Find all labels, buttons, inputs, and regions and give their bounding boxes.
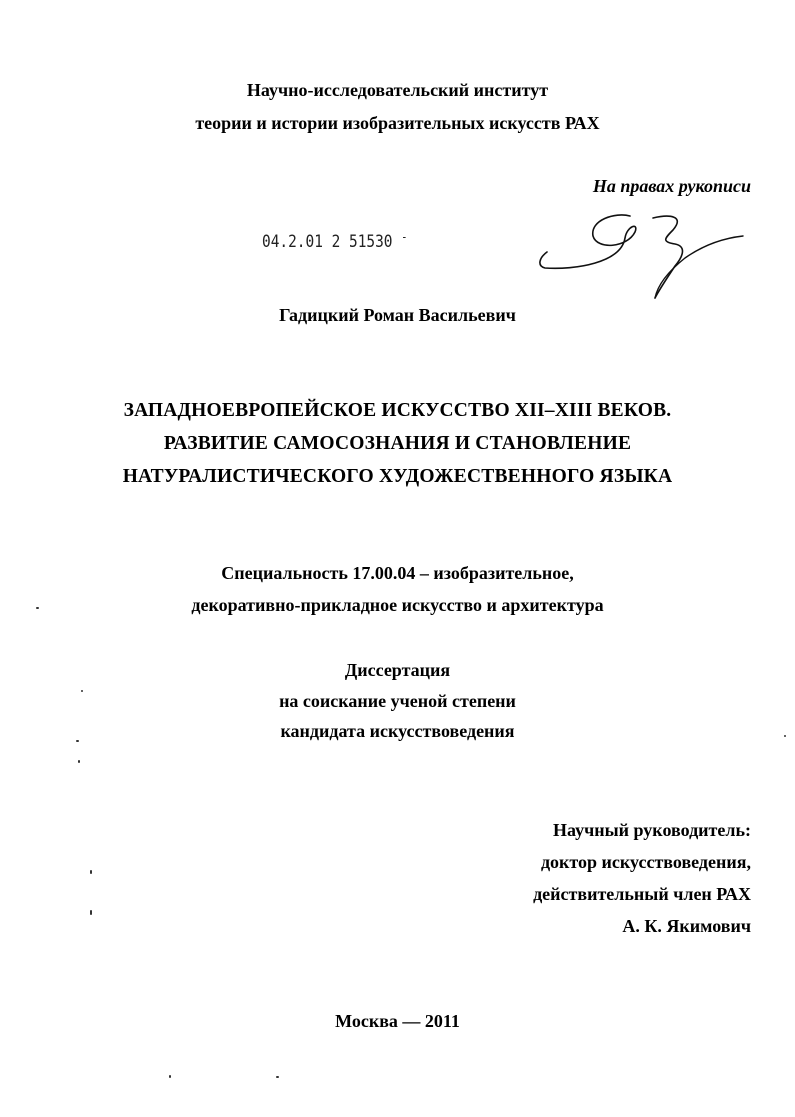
supervisor-degree: доктор искусствоведения, [540, 852, 751, 872]
dissertation-title-line1: ЗАПАДНОЕВРОПЕЙСКОЕ ИСКУССТВО XII–XIII ВЕКОВ. [123, 400, 672, 421]
scan-speck [90, 870, 92, 874]
supervisor-name: А. К. Якимович [622, 916, 751, 936]
scan-speck [169, 1075, 171, 1078]
scan-speck [276, 1076, 279, 1078]
scan-speck [81, 690, 83, 692]
supervisor-label: Научный руководитель: [553, 820, 751, 840]
specialty-line1: Специальность 17.00.04 – изобразительное, [221, 563, 574, 583]
city-year: Москва — 2011 [335, 1011, 460, 1031]
dissertation-label: Диссертация [344, 660, 451, 680]
institute-name-line1: Научно-исследовательский институт [246, 80, 549, 100]
scan-speck [90, 910, 92, 915]
dissertation-title-line3: НАТУРАЛИСТИЧЕСКОГО ХУДОЖЕСТВЕННОГО ЯЗЫКА [122, 466, 673, 487]
specialty-line2: декоративно-прикладное искусство и архитектура [191, 595, 604, 615]
scan-speck [76, 740, 79, 742]
scan-speck [784, 735, 786, 737]
scan-speck [36, 607, 39, 609]
stamp-mark: - [401, 230, 408, 244]
degree-name: кандидата искусствоведения [280, 721, 515, 741]
stamp-number: 04.2.01 2 51530 [262, 232, 393, 252]
dissertation-title-line2: РАЗВИТИЕ САМОСОЗНАНИЯ И СТАНОВЛЕНИЕ [163, 433, 632, 454]
registration-stamp [262, 232, 407, 252]
handwritten-signature [535, 208, 750, 303]
manuscript-note: На правах рукописи [592, 176, 751, 196]
scan-speck [78, 760, 80, 763]
author-name: Гадицкий Роман Васильевич [279, 305, 516, 325]
supervisor-position: действительный член РАХ [533, 884, 751, 904]
institute-name-line2: теории и истории изобразительных искусств РАХ [195, 113, 600, 133]
degree-purpose: на соискание ученой степени [279, 691, 516, 711]
